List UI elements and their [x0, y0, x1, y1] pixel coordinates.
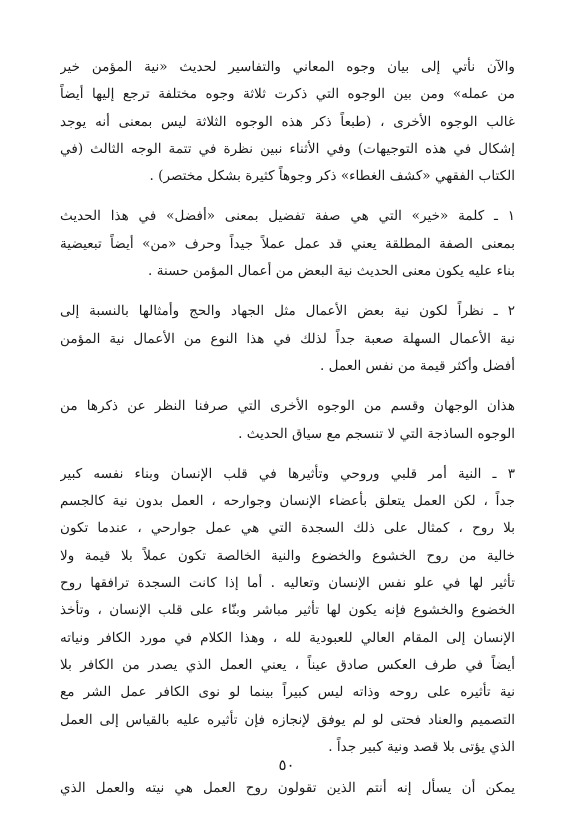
text-line: تأثير لها في علو نفس الإنسان وتعاليه . أما إذا كانت السجدة ترافقها روح — [60, 575, 515, 592]
text-line: الوجوه الساذجة التي لا تنسجم مع سياق الحديث . — [238, 425, 515, 442]
text-line: ٢ ـ نظراً لكون نية بعض الأعمال مثل الجهاد والحج وأمثالها بالنسبة إلى — [60, 303, 515, 320]
text-line: غالب الوجوه الأخرى ، (طبعاً ذكر هذه الوجوه الثلاثة ليس بمعنى أنه يوجد — [60, 113, 515, 130]
text-line: الكتاب الفقهي «كشف الغطاء» ذكر وجوهاً كثيرة بشكل مختصر) . — [149, 168, 515, 185]
body-text — [60, 54, 515, 802]
text-line: جداً ، لكن العمل يتعلق بأعضاء الإنسان وجوارحه ، العمل بدون نية كالجسم — [60, 493, 515, 510]
text-line: خالية من روح الخشوع والخضوع والنية الخالصة تكون عملاً بلا قيمة ولا — [60, 547, 515, 564]
text-line: والآن نأتي إلى بيان وجوه المعاني والتفاسير لحديث «نية المؤمن خير — [60, 59, 515, 75]
paragraph-intro — [60, 54, 515, 190]
text-line: ١ ـ كلمة «خير» التي هي صفة تفضيل بمعنى «أفضل» في هذا الحديث — [60, 208, 515, 225]
text-line: نية تأثيره على روحه وذاته ليس كبيراً بينما لو نوى الكافر عمل الشر مع — [60, 684, 515, 701]
text-line: نية الأعمال السهلة صعبة جداً لذلك في هذا النوع من الأعمال نية المؤمن — [60, 330, 515, 347]
text-line: إشكال في هذه التوجيهات) وفي الأثناء نبين نظرة في تتمة الوجه الثالث (في — [60, 140, 515, 157]
text-line: بمعنى الصفة المطلقة يعني قد عمل عملاً جيداً وحرف «من» أيضاً تبعيضية — [60, 235, 515, 252]
paragraph-point-3 — [60, 461, 515, 761]
page-number: ٥٠ — [278, 756, 295, 774]
text-line: الذي يؤتى بلا قصد ونية كبير جداً . — [328, 738, 515, 755]
paragraph-point-2 — [60, 298, 515, 380]
paragraph-note — [60, 393, 515, 448]
paragraph-question — [60, 775, 515, 802]
text-line: أفضل وأكثر قيمة من نفس العمل . — [319, 357, 515, 374]
text-line: بناء عليه يكون معنى الحديث نية البعض من أعمال المؤمن حسنة . — [148, 263, 515, 280]
text-line: أيضاً في طرف العكس صادق عيناً ، يعني العمل الذي يصدر من الكافر بلا — [60, 656, 515, 673]
text-line: يمكن أن يسأل إنه أنتم الذين تقولون روح العمل هي نيته والعمل الذي — [60, 780, 515, 797]
text-line: من عمله» ومن بين الوجوه التي ذكرت ثلاثة وجوه مختلفة ترجع إليها أيضاً — [60, 86, 515, 103]
text-line: ٣ ـ النية أمر قلبي وروحي وتأثيرها في قلب الإنسان وبناء نفسه كبير — [60, 465, 515, 482]
text-line: الإنسان إلى المقام العالي للعبودية لله ، وهذا الكلام في مورد الكافر ونياته — [60, 629, 515, 646]
text-line: التصميم والعناد فحتى لو لم يوفق لإنجازه فإن تأثيره عليه بالقياس إلى العمل — [60, 711, 515, 728]
text-line: هذان الوجهان وقسم من الوجوه الأخرى التي صرفنا النظر عن ذكرها من — [60, 398, 515, 415]
paragraph-point-1 — [60, 203, 515, 285]
text-line: الخضوع والخشوع فإنه يكون لها تأثير مباشر وبنّاء على قلب الإنسان ، وتأخذ — [60, 602, 515, 619]
text-line: بلا روح ، كمثال على ذلك السجدة التي هي عمل جوارحي ، عندما تكون — [60, 520, 515, 537]
